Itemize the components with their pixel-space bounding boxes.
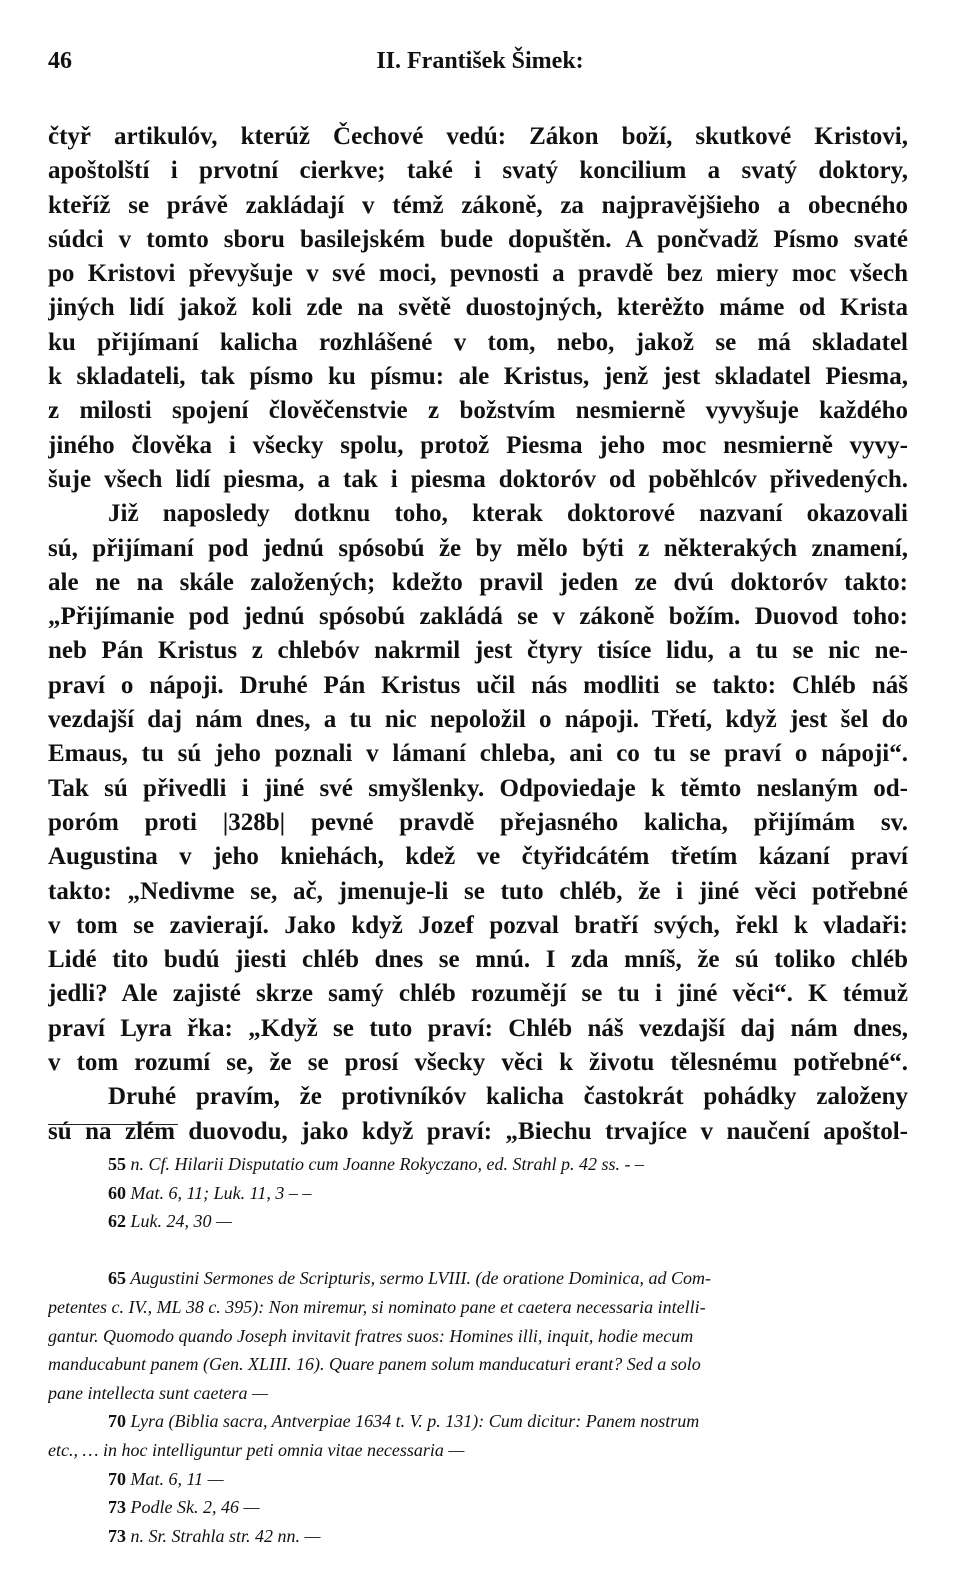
footnote-line (48, 1264, 908, 1293)
footnote-line (48, 1522, 908, 1551)
footnote-number: 55 (108, 1154, 126, 1174)
footnote-text: gantur. Quomodo quando Joseph invitavit fratres suos: Homines illi, inquit, hodie mecum (48, 1325, 694, 1346)
footnotes (48, 1150, 908, 1550)
body-line: „Přijímanie pod jednú spósobú zakládá se v zákoně božím. Duovod toho: (48, 603, 908, 631)
footnote-text: Mat. 6, 11 — (130, 1468, 224, 1489)
body-text (48, 120, 908, 1149)
footnote-line (48, 1350, 908, 1379)
body-line: Augustina v jeho kniehách, kdež ve čtyřidcátém třetím kázaní praví (48, 843, 908, 871)
footnote-number: 62 (108, 1211, 126, 1232)
footnote-line (48, 1293, 908, 1322)
footnote-text: manducabunt panem (Gen. XLIII. 16). Quare panem solum manducaturi erant? Sed a solo (48, 1354, 701, 1375)
footnote-text: Augustini Sermones de Scripturis, sermo LVIII. (de oratione Dominica, ad Com- (130, 1268, 711, 1289)
body-line: poróm proti |328b| pevné pravdě přejasného kalicha, přijímám sv. (48, 808, 908, 836)
footnote-line (48, 1493, 908, 1522)
footnote-line (48, 1436, 908, 1465)
footnote-line (48, 1150, 908, 1179)
body-line: takto: „Nedivme se, ač, jmenuje-li se tuto chléb, že i jiné věci potřebné (48, 877, 908, 905)
footnote-line (48, 1322, 908, 1351)
footnote-number: 73 (108, 1525, 126, 1546)
footnote-line (48, 1236, 908, 1265)
footnote-text: n. Sr. Strahla str. 42 nn. — (130, 1525, 321, 1546)
body-line: z milosti spojení člověčenstvie z božstvím nesmierně vyvyšuje každého (48, 397, 908, 425)
footnote-divider (48, 1124, 178, 1125)
footnote-number: 70 (108, 1411, 126, 1432)
body-line: kteříž se právě zakládají v témž zákoně, za najpravějšieho a obecného (48, 191, 908, 219)
body-line: Tak sú přivedli i jiné své smyšlenky. Odpoviedaje k těmto neslaným od- (48, 774, 908, 802)
footnote-number: 73 (108, 1497, 126, 1518)
body-line: po Kristovi převyšuje v své moci, pevnosti a pravdě bez miery moc všech (48, 260, 908, 288)
footnote-line (48, 1465, 908, 1494)
body-line: praví o nápoji. Druhé Pán Kristus učil nás modliti se takto: Chléb náš (48, 671, 908, 699)
body-line: vezdajší daj nám dnes, a tu nic nepoložil o nápoji. Třetí, když jest šel do (48, 706, 908, 734)
body-line: čtyř artikulóv, kterúž Čechové vedú: Zákon boží, skutkové Kristovi, (48, 123, 908, 150)
body-line: Druhé pravím, že protivníkóv kalicha častokrát pohádky založeny (108, 1083, 908, 1111)
body-line: ale ne na skále založených; kdežto pravil jeden ze dvú doktoróv takto: (48, 568, 908, 596)
body-line: jedli? Ale zajisté skrze samý chléb rozumějí se tu i jiné věci“. K témuž (48, 980, 908, 1008)
page-number: 46 (48, 48, 72, 74)
body-line: šuje všech lidí piesma, a tak i piesma doktoróv od poběhlcóv přivedených. (48, 465, 908, 493)
footnote-text: petentes c. IV., ML 38 c. 395): Non miremur, si nominato pane et caetera necessaria intelli- (48, 1296, 706, 1317)
footnote-line (48, 1179, 908, 1208)
footnote-line (48, 1407, 908, 1436)
footnote-text: Mat. 6, 11; Luk. 11, 3 – – (130, 1182, 312, 1203)
footnote-number: 60 (108, 1182, 126, 1203)
footnote-number: 70 (108, 1468, 126, 1489)
footnote-line (48, 1207, 908, 1236)
body-line: Již naposledy dotknu toho, kterak doktorové nazvaní okazovali (108, 500, 908, 528)
running-head: II. František Šimek: (376, 48, 584, 74)
body-line: apoštolští i prvotní cierkve; také i svatý koncilium a svatý doktory, (48, 157, 908, 185)
body-line: jiného člověka i všecky spolu, protož Piesma jeho moc nesmierně vyvy- (48, 431, 908, 459)
footnote-line (48, 1379, 908, 1408)
footnote-text: Podle Sk. 2, 46 — (130, 1497, 260, 1518)
footnote-text: pane intellecta sunt caetera — (48, 1382, 268, 1403)
body-line: Lidé tito budú jiesti chléb dnes se mnú. I zda mníš, že sú toliko chléb (48, 946, 908, 974)
body-line: Emaus, tu sú jeho poznali v lámaní chleba, ani co tu se praví o nápoji“. (48, 740, 908, 768)
body-line: v tom rozumí se, že se prosí všecky věci k životu tělesnému potřebné“. (48, 1049, 908, 1077)
body-line: sú, přijímaní pod jednú spósobú že by mělo býti z některakých znamení, (48, 534, 908, 562)
footnote-text: etc., … in hoc intelliguntur peti omnia vitae necessaria — (48, 1439, 465, 1460)
footnote-text: Lyra (Biblia sacra, Antverpiae 1634 t. V. p. 131): Cum dicitur: Panem nostrum (130, 1411, 700, 1432)
footnote-number: 65 (108, 1268, 126, 1289)
body-line: praví Lyra řka: „Když se tuto praví: Chléb náš vezdajší daj nám dnes, (48, 1014, 908, 1042)
body-line: v tom se zavierají. Jako když Jozef pozval bratří svých, řekl k vladaři: (48, 911, 908, 939)
body-line: ku přijímaní kalicha rozhlášené v tom, nebo, jakož se má skladatel (48, 328, 908, 356)
body-line: sú na zlém duovodu, jako když praví: „Biechu trvajíce v naučení apoštol- (48, 1117, 908, 1145)
page-header (48, 48, 912, 88)
body-line: jiných lidí jakož koli zde na světě duostojných, kterėžto máme od Krista (48, 294, 908, 322)
body-line: neb Pán Kristus z chlebóv nakrmil jest čtyry tisíce lidu, a tu se nic ne- (48, 637, 908, 665)
body-line: k skladateli, tak písmo ku písmu: ale Kristus, jenž jest skladatel Piesma, (48, 363, 908, 391)
body-line: súdci v tomto sboru basilejském bude dopuštěn. A pončvadž Písmo svaté (48, 225, 908, 253)
footnote-text: n. Cf. Hilarii Disputatio cum Joanne Rokyczano, ed. Strahl p. 42 ss. ‑ – (130, 1154, 644, 1174)
footnote-text: Luk. 24, 30 — (130, 1211, 233, 1232)
